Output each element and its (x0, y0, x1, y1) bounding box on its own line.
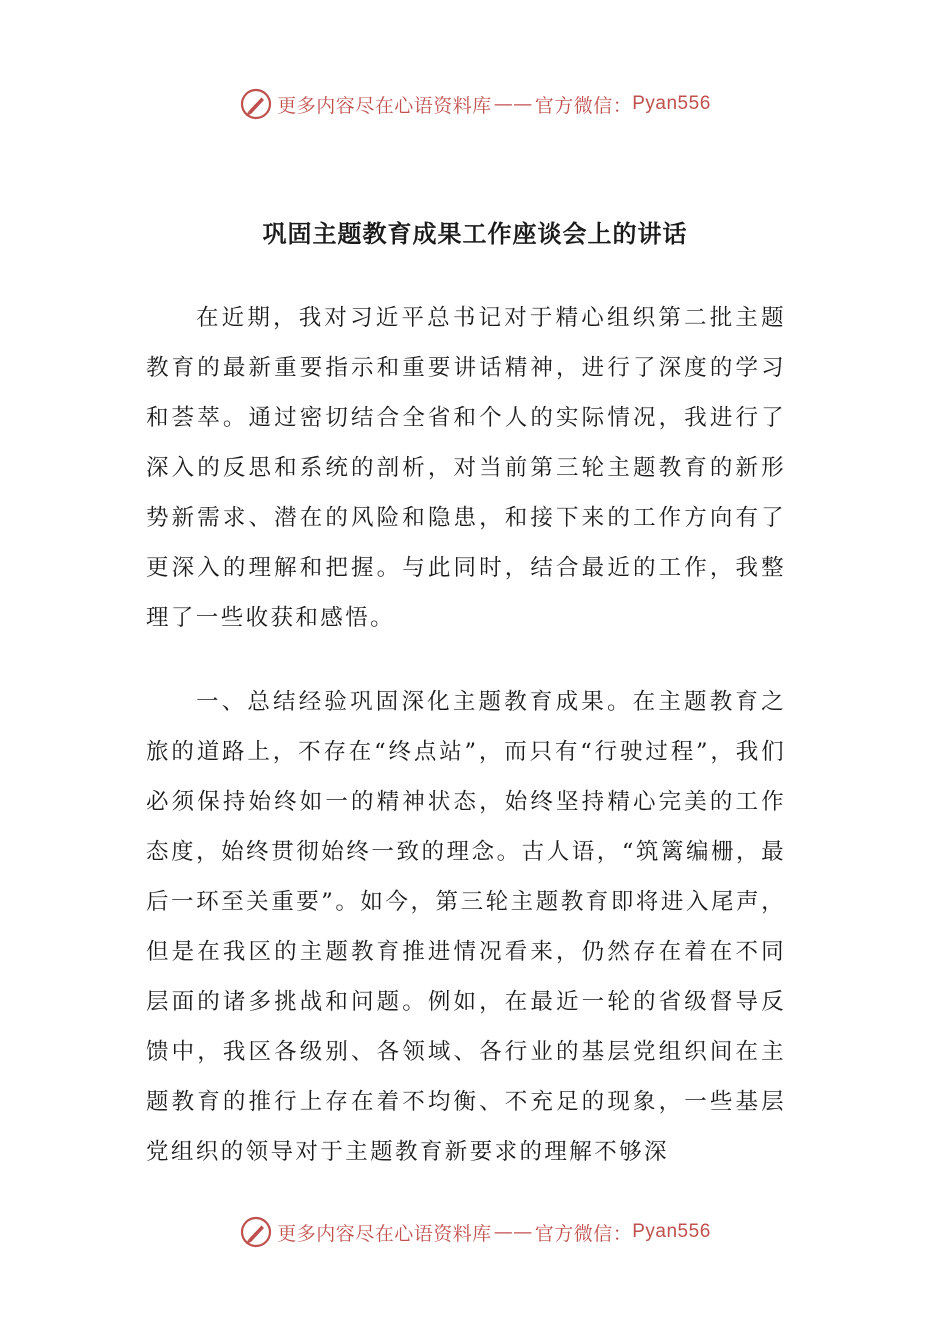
banner-dash: —— (493, 1221, 533, 1243)
body-paragraph-1: 在近期，我对习近平总书记对于精心组织第二批主题教育的最新重要指示和重要讲话精神，进行了深度的学习和荟萃。通过密切结合全省和个人的实际情况，我进行了深入的反思和系统的剖析，对当前第三轮主题教育的新形势新需求、潜在的风险和隐患，和接下来的工作方向有了更深入的理解和把握。与此同时，结合最近的工作，我整理了一些收获和感悟。 (146, 305, 786, 631)
header-watermark-banner (0, 84, 950, 124)
banner-wechat-id: Pyan556 (632, 1221, 711, 1242)
banner-brand-text: 更多内容尽在心语资料库 (277, 94, 492, 117)
banner-dash: —— (493, 93, 533, 115)
banner-wechat-label: 官方微信： (534, 1222, 633, 1245)
banner-brand-text: 更多内容尽在心语资料库 (277, 1222, 492, 1245)
banner-wechat-label: 官方微信： (534, 94, 633, 117)
body-paragraph-2: 一、总结经验巩固深化主题教育成果。在主题教育之旅的道路上，不存在“终点站”，而只有“行驶过程”，我们必须保持始终如一的精神状态，始终坚持精心完美的工作态度，始终贯彻始终一致的理念。古人语，“筑篱编栅，最后一环至关重要”。如今，第三轮主题教育即将进入尾声，但是在我区的主题教育推进情况看来，仍然存在着在不同层面的诸多挑战和问题。例如，在最近一轮的省级督导反馈中，我区各级别、各领域、各行业的基层党组织间在主题教育的推行上存在着不均衡、不充足的现象，一些基层党组织的领导对于主题教育新要求的理解不够深 (146, 689, 786, 1165)
document-title: 巩固主题教育成果工作座谈会上的讲话 (262, 220, 688, 248)
banner-wechat-id: Pyan556 (632, 93, 711, 114)
pen-logo-icon (239, 1215, 273, 1249)
footer-watermark-banner (0, 1212, 950, 1252)
pen-logo-icon (239, 87, 273, 121)
